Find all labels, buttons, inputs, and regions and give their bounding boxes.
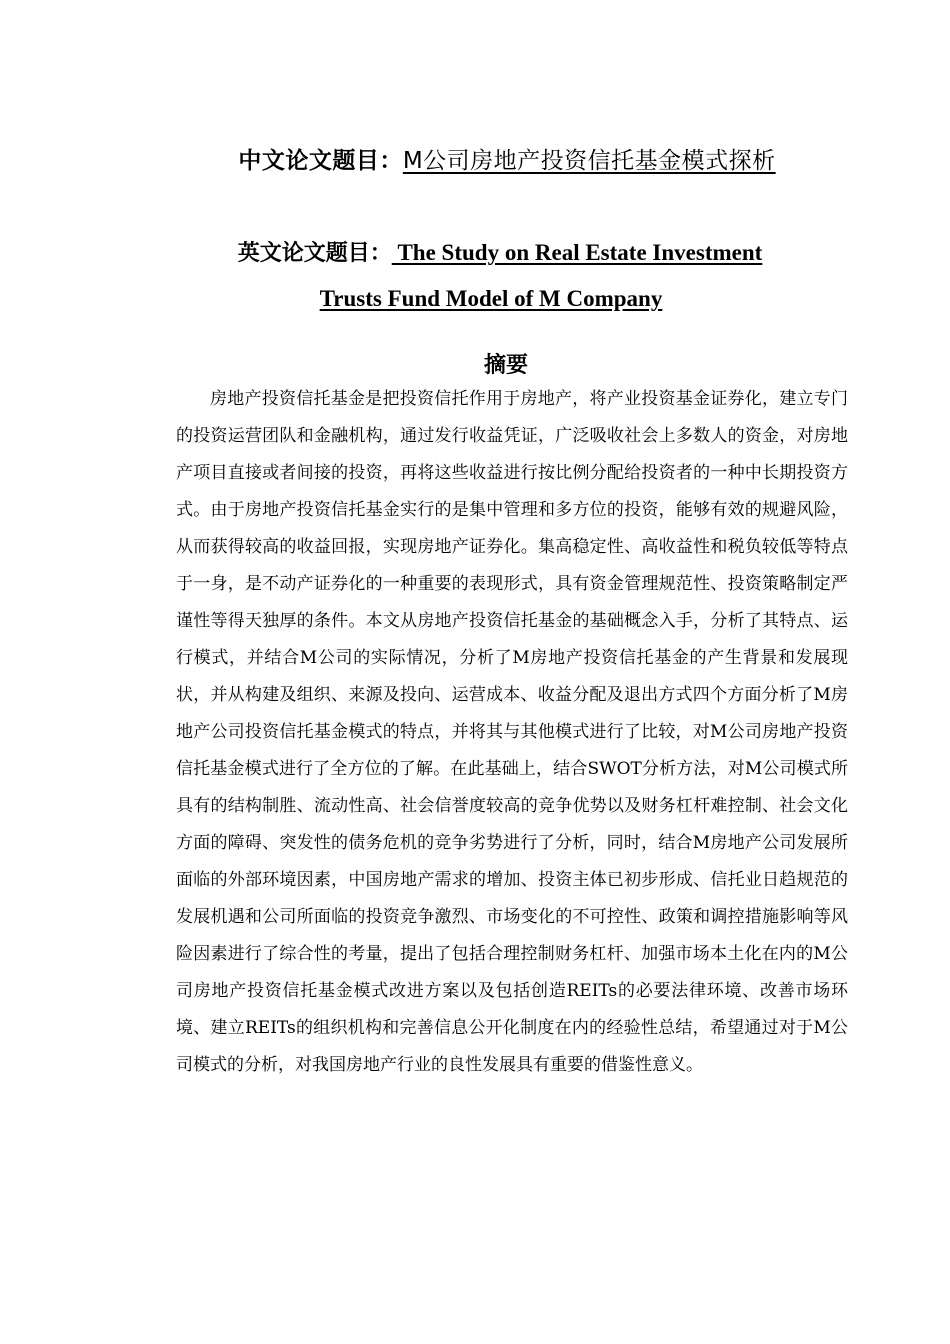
- abstract-body: 房地产投资信托基金是把投资信托作用于房地产，将产业投资基金证券化，建立专门的投资运营团队和金融机构，通过发行收益凭证，广泛吸收社会上多数人的资金，对房地产项目直接或者间接的投资，再将这些收益进行按比例分配给投资者的一种中长期投资方式。由于房地产投资信托基金实行的是集中管理和多方位的投资，能够有效的规避风险，从而获得较高的收益回报，实现房地产证券化。集高稳定性、高收益性和税负较低等特点于一身，是不动产证券化的一种重要的表现形式，具有资金管理规范性、投资策略制定严谨性等得天独厚的条件。本文从房地产投资信托基金的基础概念入手，分析了其特点、运行模式，并结合M公司的实际情况，分析了M房地产投资信托基金的产生背景和发展现状，并从构建及组织、来源及投向、运营成本、收益分配及退出方式四个方面分析了M房地产公司投资信托基金模式的特点，并将其与其他模式进行了比较，对M公司房地产投资信托基金模式进行了全方位的了解。在此基础上，结合SWOT分析方法，对M公司模式所具有的结构制胜、流动性高、社会信誉度较高的竞争优势以及财务杠杆难控制、社会文化方面的障碍、突发性的债务危机的竞争劣势进行了分析，同时，结合M房地产公司发展所面临的外部环境因素，中国房地产需求的增加、投资主体已初步形成、信托业日趋规范的发展机遇和公司所面临的投资竞争激烈、市场变化的不可控性、政策和调控措施影响等风险因素进行了综合性的考量，提出了包括合理控制财务杠杆、加强市场本土化在内的M公司房地产投资信托基金模式改进方案以及包括创造REITs的必要法律环境、改善市场环境、建立REITs的组织机构和完善信息公开化制度在内的经验性总结，希望通过对于M公司模式的分析，对我国房地产行业的良性发展具有重要的借鉴性意义。: [176, 389, 848, 1075]
- chinese-title: [0, 142, 950, 175]
- english-title-value-line-2: Trusts Fund Model of M Company: [319, 286, 663, 311]
- english-title-line-1: [0, 236, 950, 267]
- english-title-line-2: [0, 286, 950, 312]
- chinese-title-label: 中文论文题目：: [238, 148, 403, 174]
- english-title-value-line-1: The Study on Real Estate Investment: [391, 240, 763, 265]
- abstract-heading: 摘要: [483, 353, 528, 378]
- english-title-label: 英文论文题目：: [237, 241, 392, 266]
- chinese-title-value: M公司房地产投资信托基金模式探析: [402, 148, 776, 174]
